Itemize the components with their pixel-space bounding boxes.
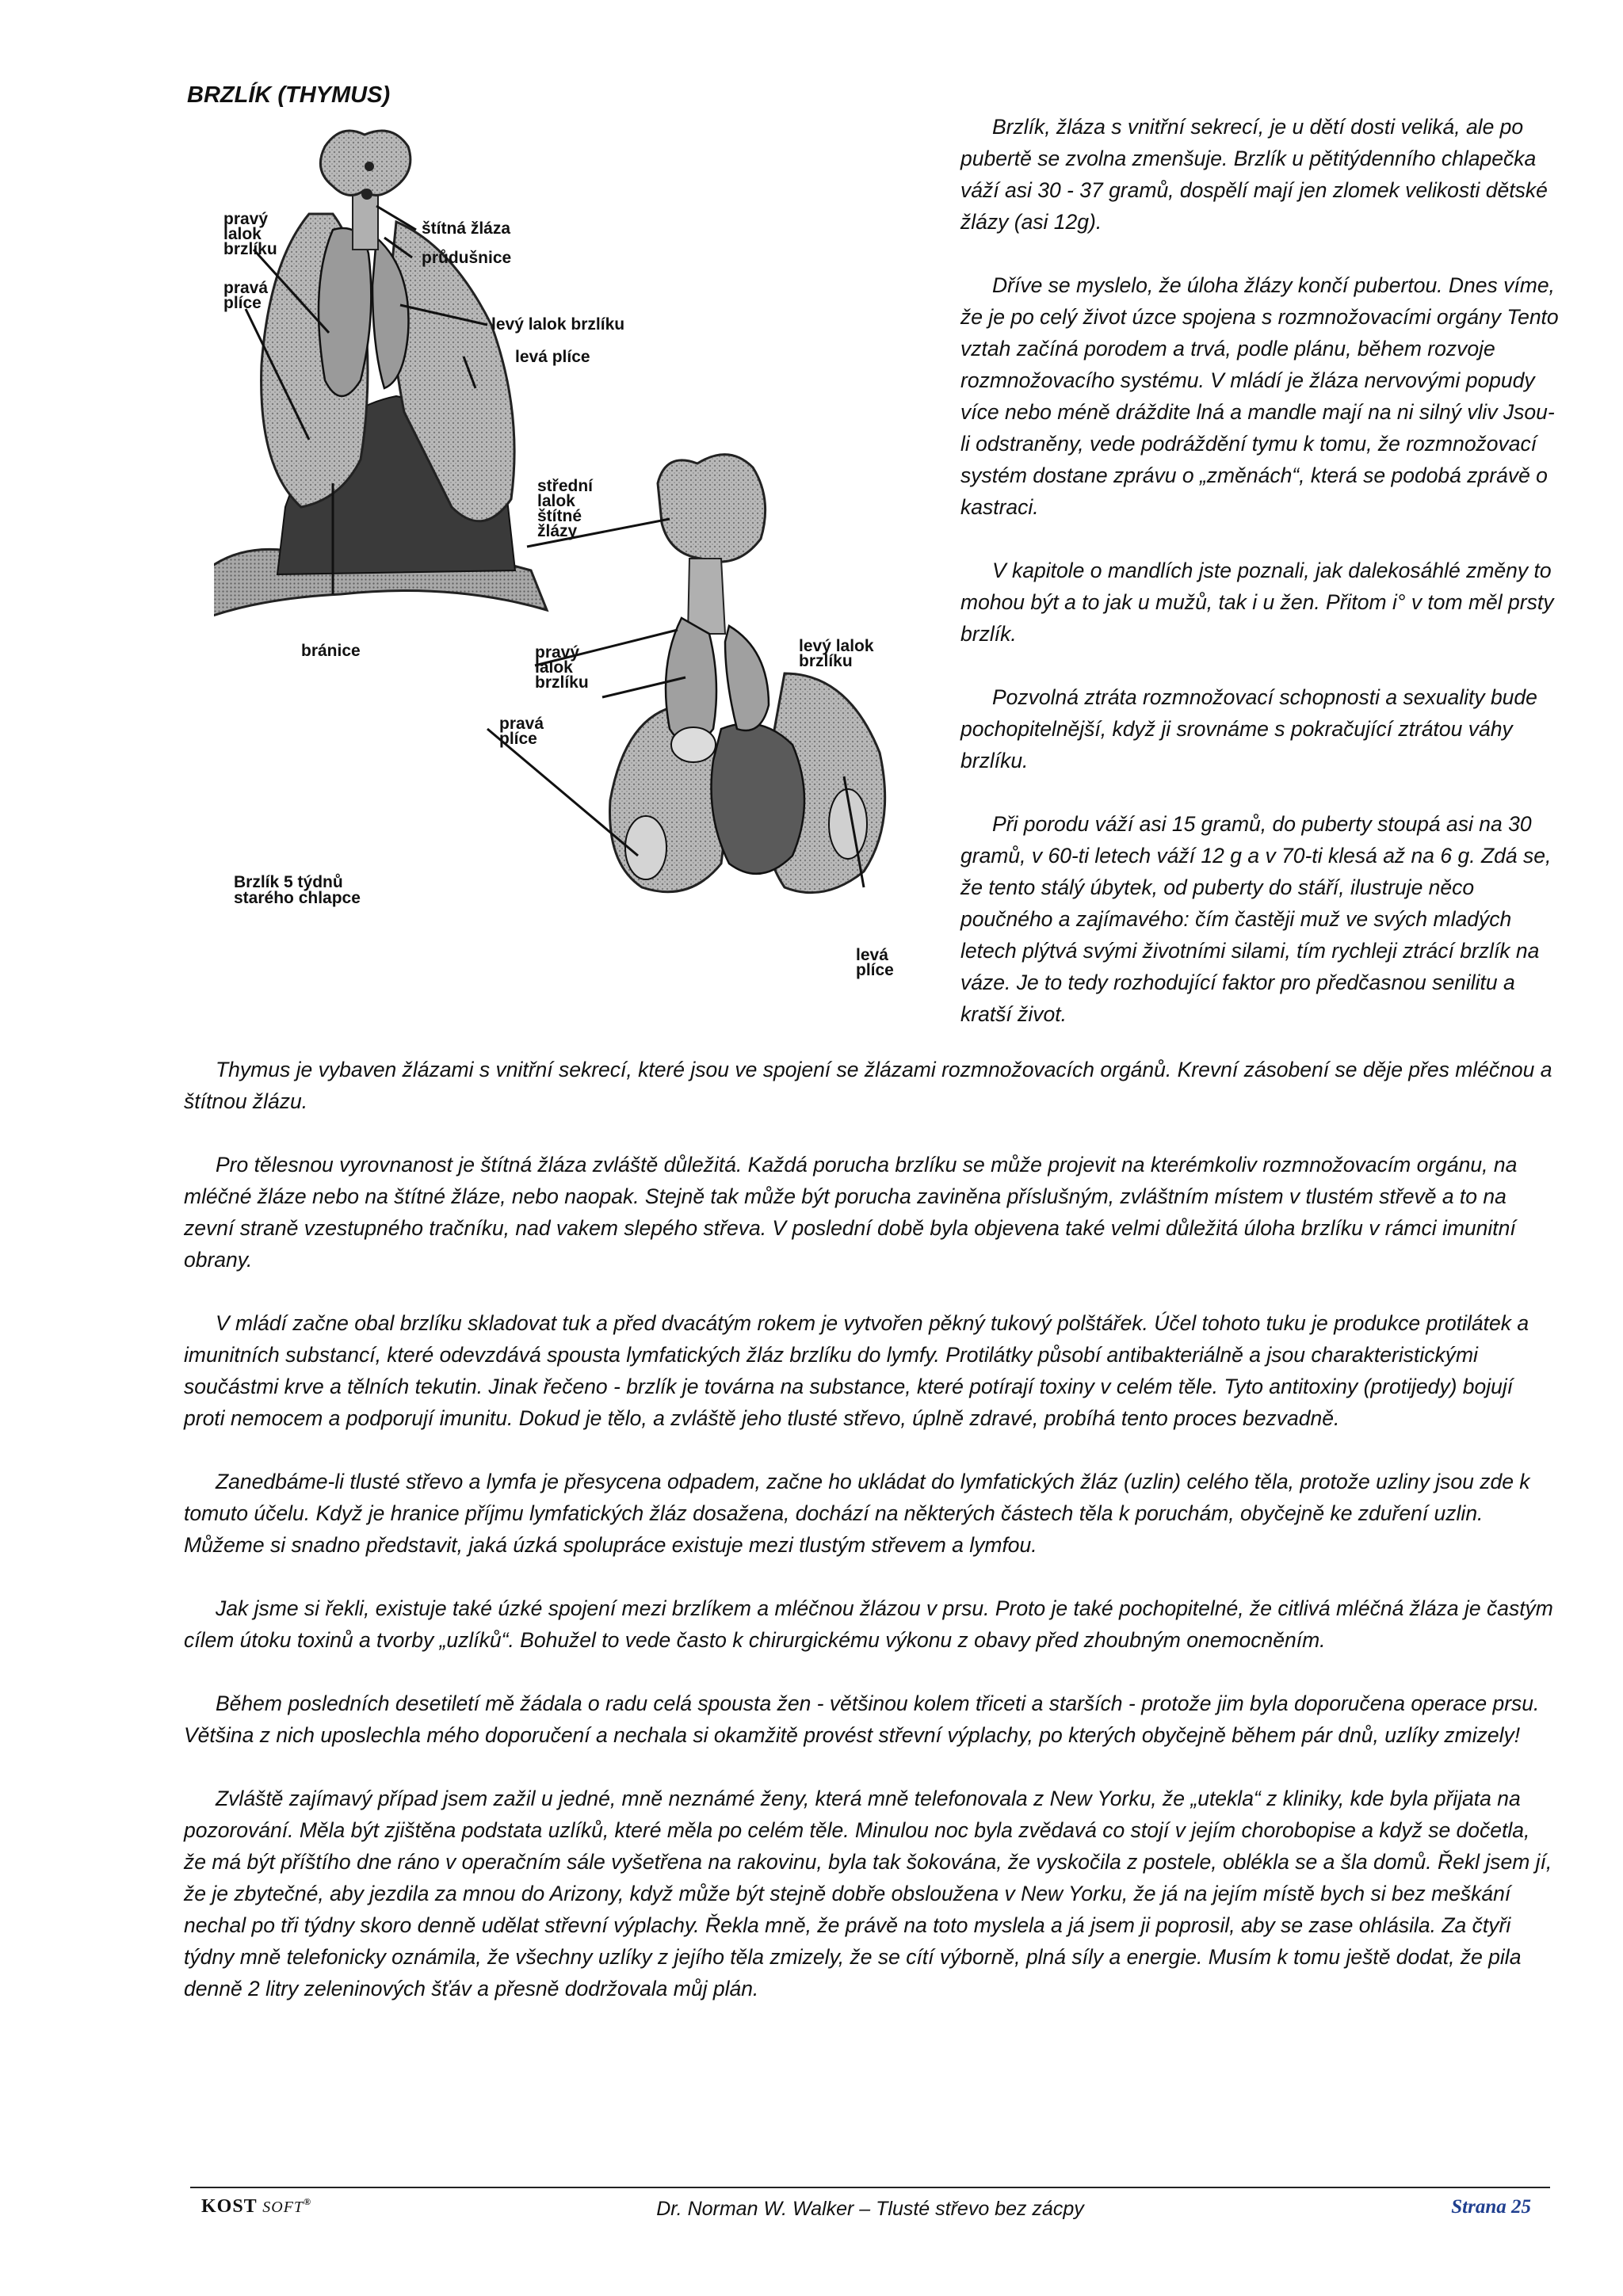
paragraph: Pro tělesnou vyrovnanost je štítná žláza zvláště důležitá. Každá porucha brzlíku se může projevit na kterémkoliv rozmnožovacím orgánu, na mléčné žláze nebo na štítné žláze, nebo naopak. Stejně tak může být porucha zaviněna příslušným, zvláštním místem v tlustém střevě a to na zevní straně vzestupného tračníku, nad vakem slepého střeva. V poslední době byla objevena také velmi důležitá úloha brzlíku v rámci imunitní obrany. xyxy=(184,1153,1518,1272)
figure-caption: Brzlík 5 týdnů starého chlapce xyxy=(234,873,361,907)
paragraph: Jak jsme si řekli, existuje také úzké spojení mezi brzlíkem a mléčnou žlázou v prsu. Proto je také pochopitelné, že citlivá mléčná žláza je častým cílem útoku toxinů a tvorby „uzlíků“. Bohužel to vede často k chirurgickému výkonu z obavy před zhoubným onemocněním. xyxy=(184,1596,1553,1652)
paragraph: Thymus je vybaven žlázami s vnitřní sekrecí, které jsou ve spojení se žlázami rozmnožovacích orgánů. Krevní zásobení se děje přes mléčnou a štítnou žlázu. xyxy=(184,1058,1552,1113)
registered-mark: ® xyxy=(304,2196,312,2207)
label-left-lung-a: levá plíce xyxy=(515,348,590,366)
label-diaphragm: bránice xyxy=(301,642,361,660)
label-right-lobe-a: pravý lalok brzlíku xyxy=(223,210,277,258)
body-text xyxy=(184,1054,1555,2036)
page-number: Strana 25 xyxy=(1451,2196,1531,2218)
label-thyroid-a: štítná žláza xyxy=(422,219,511,238)
left-diagram xyxy=(214,131,547,618)
label-right-lung-b: pravá plíce xyxy=(499,715,544,748)
label-left-lobe-a: levý lalok brzlíku xyxy=(491,315,625,334)
label-trachea-a: průdušnice xyxy=(422,249,512,267)
logo-soft: SOFT xyxy=(262,2199,304,2216)
right-column xyxy=(960,111,1563,1062)
paragraph: Při porodu váží asi 15 gramů, do puberty stoupá asi na 30 gramů, v 60-ti letech váží 12 g a v 70-ti klesá až na 6 g. Zdá se, že tento stálý úbytek, od puberty do stáří, ilustruje něco poučného a zajímavého: čím častěji muž ve svých mladých letech plýtvá svými životními silami, tím rychleji ztrácí brzlík na váze. Je to tedy rozhodující faktor pro předčasnou senilitu a kratší život. xyxy=(960,812,1552,1026)
paragraph: V mládí začne obal brzlíku skladovat tuk a před dvacátým rokem je vytvořen pěkný tukový polštářek. Účel tohoto tuku je produkce protilátek a imunitních substancí, které odevzdává spousta lymfatických žláz brzlíku do lymfy. Protilátky působí antibakteriálně a jsou charakteristickými součástmi krve a tělních tekutin. Jinak řečeno - brzlík je továrna na substance, které potírají toxiny v celém těle. Tyto antitoxiny (protijedy) bojují proti nemocem a podporují imunitu. Dokud je tělo, a zvláště jeho tlusté střevo, úplně zdravé, probíhá tento proces bezvadně. xyxy=(184,1311,1529,1430)
thymus-illustration xyxy=(214,127,927,1014)
paragraph: Dříve se myslelo, že úloha žlázy končí pubertou. Dnes víme, že je po celý život úzce spojena s rozmnožovacími orgány Tento vztah začíná porodem a trvá, podle plánu, během rozvoje rozmnožovacího systému. V mládí je žláza nervovými popudy více nebo méně dráždite lná a mandle mají na ni silný vliv Jsou-li odstraněny, vede podráždění tymu k tomu, že rozmnožovací systém dostane zprávu o „změnách“, která se podobá zprávě o kastraci. xyxy=(960,273,1559,519)
label-right-lung-a: pravá plíce xyxy=(223,279,269,312)
paragraph: Pozvolná ztráta rozmnožovací schopnosti a sexuality bude pochopitelnější, když ji srovnáme s pokračující ztrátou váhy brzlíku. xyxy=(960,685,1537,772)
label-left-lung-b: levá plíce xyxy=(856,946,894,979)
label-left-lobe-b: levý lalok brzlíku xyxy=(799,637,874,670)
footer-book-title: Dr. Norman W. Walker – Tlusté střevo bez zácpy xyxy=(656,2198,1084,2220)
label-middle-lobe: střední lalok štítné žlázy xyxy=(537,477,594,540)
right-diagram xyxy=(610,455,885,893)
page-title: BRZLÍK (THYMUS) xyxy=(187,82,391,108)
label-right-lobe-b: pravý lalok brzlíku xyxy=(535,643,589,692)
paragraph: V kapitole o mandlích jste poznali, jak dalekosáhlé změny to mohou být a to jak u mužů, tak i u žen. Přitom i° v tom měl prsty brzlík. xyxy=(960,559,1554,646)
paragraph: Zanedbáme-li tlusté střevo a lymfa je přesycena odpadem, začne ho ukládat do lymfatických žláz (uzlin) celého těla, protože uzliny jsou zde k tomuto účelu. Když je hranice příjmu lymfatických žláz dosažena, dochází na některých částech těla k poruchám, obyčejně ke zduření uzlin. Můžeme si snadno představit, jaká úzká spolupráce existuje mezi tlustým střevem a lymfou. xyxy=(184,1470,1530,1557)
logo-main: KOST xyxy=(201,2196,258,2217)
paragraph: Zvláště zajímavý případ jsem zažil u jedné, mně neznámé ženy, která mně telefonovala z New Yorku, že „utekla“ z kliniky, kde byla přijata na pozorování. Měla být zjištěna podstata uzlíků, které měla po celém těle. Minulou noc byla zvědavá co stojí v jejím chorobopise a když se dočetla, že má být příštího dne ráno v operačním sále vyšetřena na rakovinu, byla tak šokována, že vyskočila z postele, oblékla se a šla domů. Řekl jsem jí, že je zbytečné, aby jezdila za mnou do Arizony, když může být stejně dobře obsloužena v New Yorku, že já na jejím místě bych si bez meškání nechal po tři týdny skoro denně udělat střevní výplachy. Řekla mně, že právě na toto myslela a já jsem ji poprosil, aby se zase ohlásila. Za čtyři týdny mně telefonicky oznámila, že všechny uzlíky z jejího těla zmizely, že se cítí výborně, plná síly a energie. Musím k tomu ještě dodat, že pila denně 2 litry zeleninových šťáv a přesně dodržovala můj plán. xyxy=(184,1787,1552,2000)
paragraph: Během posledních desetiletí mě žádala o radu celá spousta žen - většinou kolem třiceti a starších - protože jim byla doporučena operace prsu. Většina z nich uposlechla mého doporučení a nechala si okamžitě provést střevní výplachy, po kterých obyčejně během pár dnů, uzlíky zmizely! xyxy=(184,1691,1540,1747)
paragraph: Brzlík, žláza s vnitřní sekrecí, je u dětí dosti veliká, ale po pubertě se zvolna zmenšuje. Brzlík u pětitýdenního chlapečka váží asi 30 - 37 gramů, dospělí mají jen zlomek velikosti dětské žlázy (asi 12g). xyxy=(960,115,1548,234)
page-footer xyxy=(190,2187,1550,2236)
